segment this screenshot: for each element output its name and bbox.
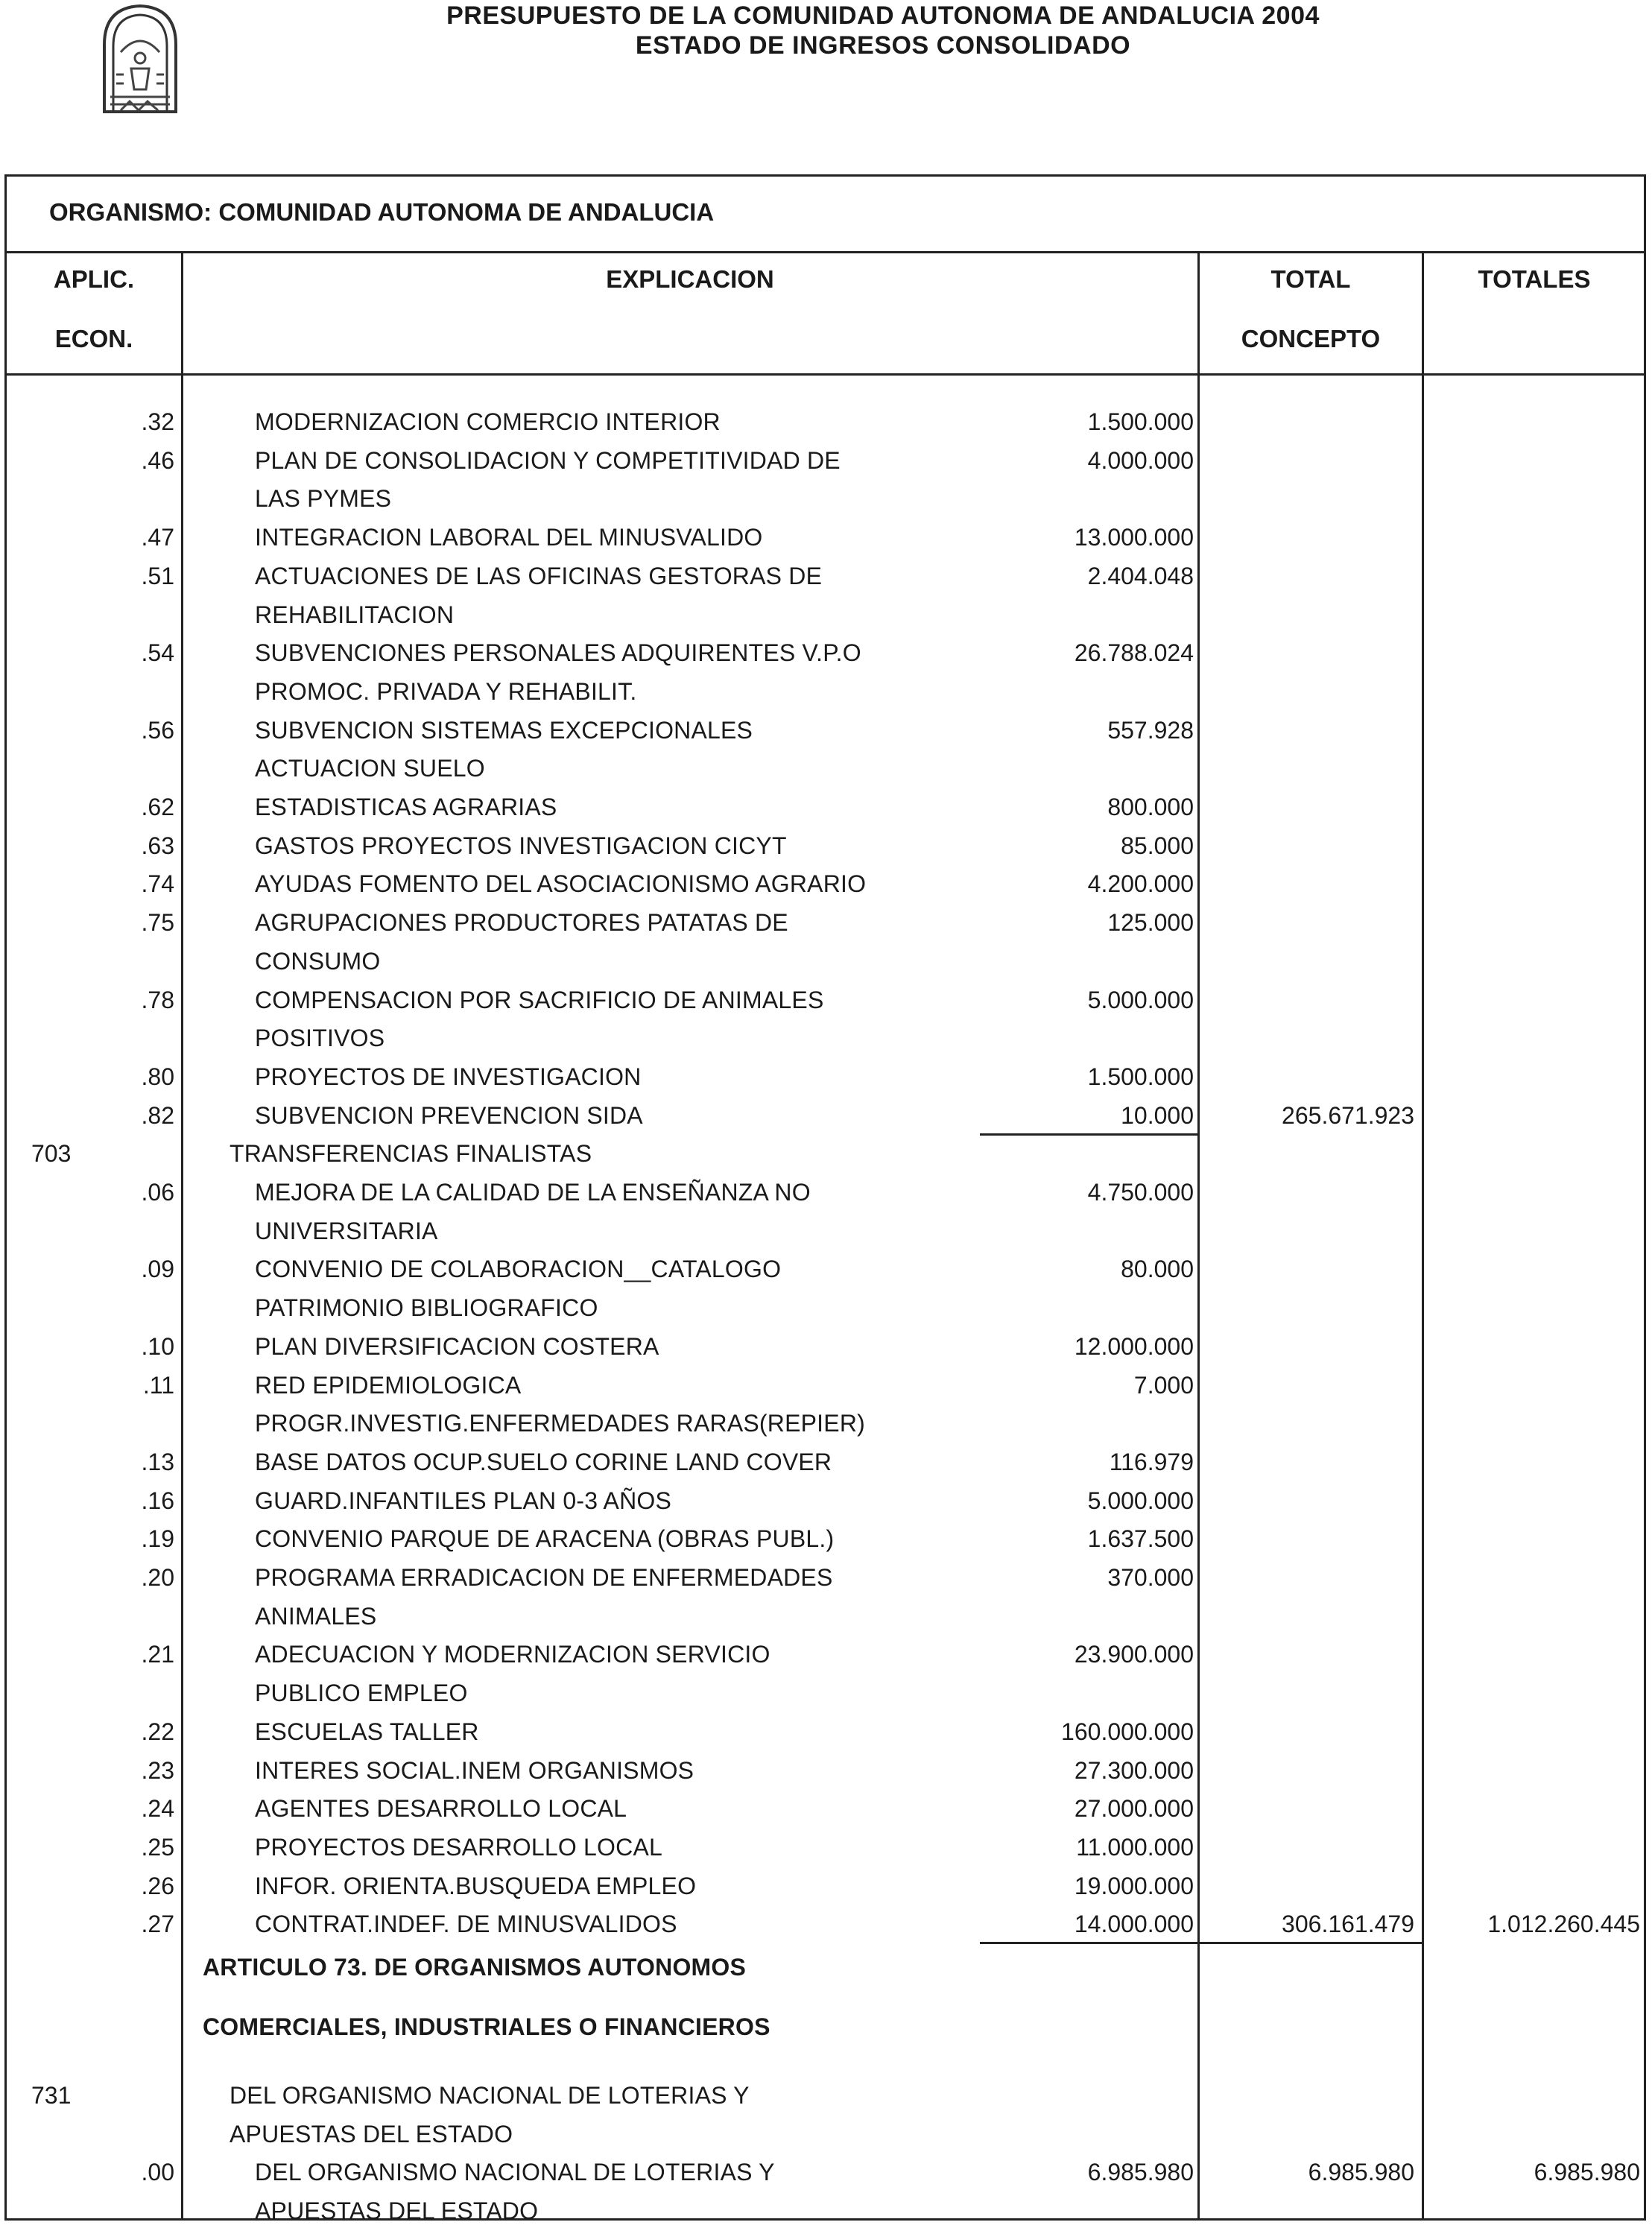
organismo-label: ORGANISMO: COMUNIDAD AUTONOMA DE ANDALUCIA: [49, 198, 715, 226]
subconcept-code: .23: [141, 1756, 174, 1784]
totales-value: 1.012.260.445: [1487, 1911, 1640, 1938]
article-heading-line: ARTICULO 73. DE ORGANISMOS AUTONOMOS: [203, 1954, 747, 1981]
document-subtitle: ESTADO DE INGRESOS CONSOLIDADO: [635, 31, 1131, 60]
item-description: ESCUELAS TALLER: [255, 1718, 479, 1745]
subconcept-code: .22: [141, 1718, 174, 1745]
subconcept-code: .25: [141, 1833, 174, 1861]
subconcept-code: .80: [141, 1063, 174, 1090]
item-amount: 11.000.000: [1076, 1833, 1194, 1861]
subconcept-code: .20: [141, 1564, 174, 1591]
subconcept-code: .06: [141, 1179, 174, 1206]
item-amount: 1.500.000: [1087, 1063, 1194, 1090]
subtotal-underline: [1200, 1942, 1422, 1944]
item-amount: 125.000: [1107, 909, 1194, 937]
concept-description: DEL ORGANISMO NACIONAL DE LOTERIAS Y: [230, 2082, 750, 2109]
item-description: SUBVENCION SISTEMAS EXCEPCIONALES: [255, 716, 753, 744]
subconcept-code: .75: [141, 909, 174, 937]
item-description: CONTRAT.INDEF. DE MINUSVALIDOS: [255, 1911, 677, 1938]
item-amount: 4.000.000: [1087, 446, 1194, 474]
concept-description: APUESTAS DEL ESTADO: [230, 2120, 513, 2148]
item-description: COMPENSACION POR SACRIFICIO DE ANIMALES: [255, 986, 824, 1013]
item-amount: 160.000.000: [1061, 1718, 1194, 1745]
concept-code: 703: [31, 1140, 72, 1168]
item-amount: 80.000: [1121, 1256, 1194, 1283]
item-amount: 1.637.500: [1087, 1525, 1194, 1553]
item-description: PLAN DIVERSIFICACION COSTERA: [255, 1332, 659, 1360]
item-description: LAS PYMES: [255, 485, 392, 513]
item-description: PATRIMONIO BIBLIOGRAFICO: [255, 1294, 598, 1322]
total-concepto-value: 6.985.980: [1308, 2159, 1414, 2186]
item-description: CONSUMO: [255, 947, 381, 975]
subconcept-code: .78: [141, 986, 174, 1013]
document-title: PRESUPUESTO DE LA COMUNIDAD AUTONOMA DE ANDALUCIA 2004: [446, 1, 1320, 30]
subconcept-code: .24: [141, 1795, 174, 1823]
item-description: PROMOC. PRIVADA Y REHABILIT.: [255, 677, 637, 705]
subconcept-code: .10: [141, 1332, 174, 1360]
item-amount: 10.000: [1121, 1101, 1194, 1129]
col-divider-1: [181, 251, 183, 2221]
subconcept-code: .00: [141, 2159, 174, 2186]
item-amount: 5.000.000: [1087, 986, 1194, 1013]
item-description: PROYECTOS DESARROLLO LOCAL: [255, 1833, 662, 1861]
item-amount: 370.000: [1107, 1564, 1194, 1591]
divider-header: [4, 373, 1646, 376]
subconcept-code: .56: [141, 716, 174, 744]
subconcept-code: .09: [141, 1256, 174, 1283]
item-description: SUBVENCION PREVENCION SIDA: [255, 1101, 643, 1129]
col-header-aplic-line2: ECON.: [54, 325, 133, 352]
item-description: CONVENIO PARQUE DE ARACENA (OBRAS PUBL.): [255, 1525, 835, 1553]
item-description: APUESTAS DEL ESTADO: [255, 2197, 539, 2225]
item-description: BASE DATOS OCUP.SUELO CORINE LAND COVER: [255, 1448, 832, 1475]
subconcept-code: .27: [141, 1911, 174, 1938]
item-amount: 27.300.000: [1074, 1756, 1194, 1784]
item-description: PROGR.INVESTIG.ENFERMEDADES RARAS(REPIER): [255, 1410, 865, 1437]
item-description: PROYECTOS DE INVESTIGACION: [255, 1063, 642, 1090]
item-description: POSITIVOS: [255, 1025, 385, 1052]
concept-code: 731: [31, 2082, 72, 2109]
subconcept-code: .51: [141, 562, 174, 589]
item-description: CONVENIO DE COLABORACION__CATALOGO: [255, 1256, 782, 1283]
subconcept-code: .82: [141, 1101, 174, 1129]
item-description: MEJORA DE LA CALIDAD DE LA ENSEÑANZA NO: [255, 1179, 811, 1206]
item-amount: 6.985.980: [1087, 2159, 1194, 2186]
item-amount: 19.000.000: [1074, 1872, 1194, 1899]
item-description: RED EPIDEMIOLOGICA: [255, 1371, 522, 1399]
coat-of-arms-logo: [94, 0, 186, 119]
item-amount: 4.200.000: [1087, 870, 1194, 898]
article-heading-line: COMERCIALES, INDUSTRIALES O FINANCIEROS: [203, 2013, 770, 2040]
subtotal-underline: [980, 1133, 1197, 1136]
subconcept-code: .54: [141, 639, 174, 667]
item-amount: 2.404.048: [1087, 562, 1194, 589]
subconcept-code: .13: [141, 1448, 174, 1475]
item-description: GASTOS PROYECTOS INVESTIGACION CICYT: [255, 832, 787, 859]
col-header-total-line2: CONCEPTO: [1241, 325, 1381, 352]
subconcept-code: .74: [141, 870, 174, 898]
item-description: ADECUACION Y MODERNIZACION SERVICIO: [255, 1641, 770, 1668]
col-header-total-line1: TOTAL: [1270, 265, 1351, 293]
item-description: PUBLICO EMPLEO: [255, 1680, 468, 1707]
total-concepto-value: 265.671.923: [1282, 1101, 1414, 1129]
subconcept-code: .46: [141, 446, 174, 474]
item-description: AYUDAS FOMENTO DEL ASOCIACIONISMO AGRARIO: [255, 870, 867, 898]
item-description: INFOR. ORIENTA.BUSQUEDA EMPLEO: [255, 1872, 697, 1899]
subconcept-code: .47: [141, 524, 174, 551]
item-description: INTERES SOCIAL.INEM ORGANISMOS: [255, 1756, 694, 1784]
subconcept-code: .16: [141, 1487, 174, 1514]
subtotal-underline: [980, 1942, 1197, 1944]
item-description: AGRUPACIONES PRODUCTORES PATATAS DE: [255, 909, 788, 937]
item-description: ESTADISTICAS AGRARIAS: [255, 794, 557, 820]
item-amount: 7.000: [1133, 1371, 1194, 1399]
col-header-total-concepto: [1200, 265, 1422, 353]
total-concepto-value: 306.161.479: [1282, 1911, 1414, 1938]
item-description: INTEGRACION LABORAL DEL MINUSVALIDO: [255, 524, 763, 551]
item-amount: 23.900.000: [1074, 1641, 1194, 1668]
item-description: PROGRAMA ERRADICACION DE ENFERMEDADES: [255, 1564, 833, 1591]
subconcept-code: .21: [141, 1641, 174, 1668]
item-description: REHABILITACION: [255, 601, 455, 628]
item-amount: 557.928: [1107, 716, 1194, 744]
item-amount: 14.000.000: [1074, 1911, 1194, 1938]
item-description: MODERNIZACION COMERCIO INTERIOR: [255, 408, 721, 435]
item-amount: 4.750.000: [1087, 1179, 1194, 1206]
item-description: AGENTES DESARROLLO LOCAL: [255, 1795, 627, 1823]
item-amount: 116.979: [1109, 1448, 1194, 1475]
item-amount: 1.500.000: [1087, 408, 1194, 435]
item-description: PLAN DE CONSOLIDACION Y COMPETITIVIDAD DE: [255, 446, 841, 474]
item-description: GUARD.INFANTILES PLAN 0-3 AÑOS: [255, 1487, 672, 1514]
totales-value: 6.985.980: [1534, 2159, 1640, 2186]
item-amount: 26.788.024: [1074, 639, 1194, 667]
item-description: ANIMALES: [255, 1602, 377, 1630]
subconcept-code: .19: [141, 1525, 174, 1553]
item-description: SUBVENCIONES PERSONALES ADQUIRENTES V.P.O: [255, 639, 861, 667]
col-header-explicacion: EXPLICACION: [606, 265, 774, 293]
col-header-aplic: [7, 265, 180, 353]
item-description: UNIVERSITARIA: [255, 1217, 438, 1244]
item-amount: 85.000: [1121, 832, 1194, 859]
item-description: ACTUACION SUELO: [255, 755, 485, 782]
subconcept-code: .32: [141, 408, 174, 435]
item-amount: 13.000.000: [1074, 524, 1194, 551]
concept-description: TRANSFERENCIAS FINALISTAS: [230, 1140, 592, 1168]
subconcept-code: .63: [141, 832, 174, 859]
item-description: ACTUACIONES DE LAS OFICINAS GESTORAS DE: [255, 562, 823, 589]
col-header-aplic-line1: APLIC.: [53, 265, 135, 293]
col-header-totales: TOTALES: [1478, 265, 1591, 293]
item-amount: 800.000: [1107, 794, 1194, 820]
subconcept-code: .11: [142, 1371, 174, 1399]
divider-org: [4, 251, 1646, 253]
subconcept-code: .62: [141, 794, 174, 820]
subconcept-code: .26: [141, 1872, 174, 1899]
item-amount: 5.000.000: [1087, 1487, 1194, 1514]
item-amount: 27.000.000: [1074, 1795, 1194, 1823]
item-description: DEL ORGANISMO NACIONAL DE LOTERIAS Y: [255, 2159, 775, 2186]
item-amount: 12.000.000: [1074, 1332, 1194, 1360]
